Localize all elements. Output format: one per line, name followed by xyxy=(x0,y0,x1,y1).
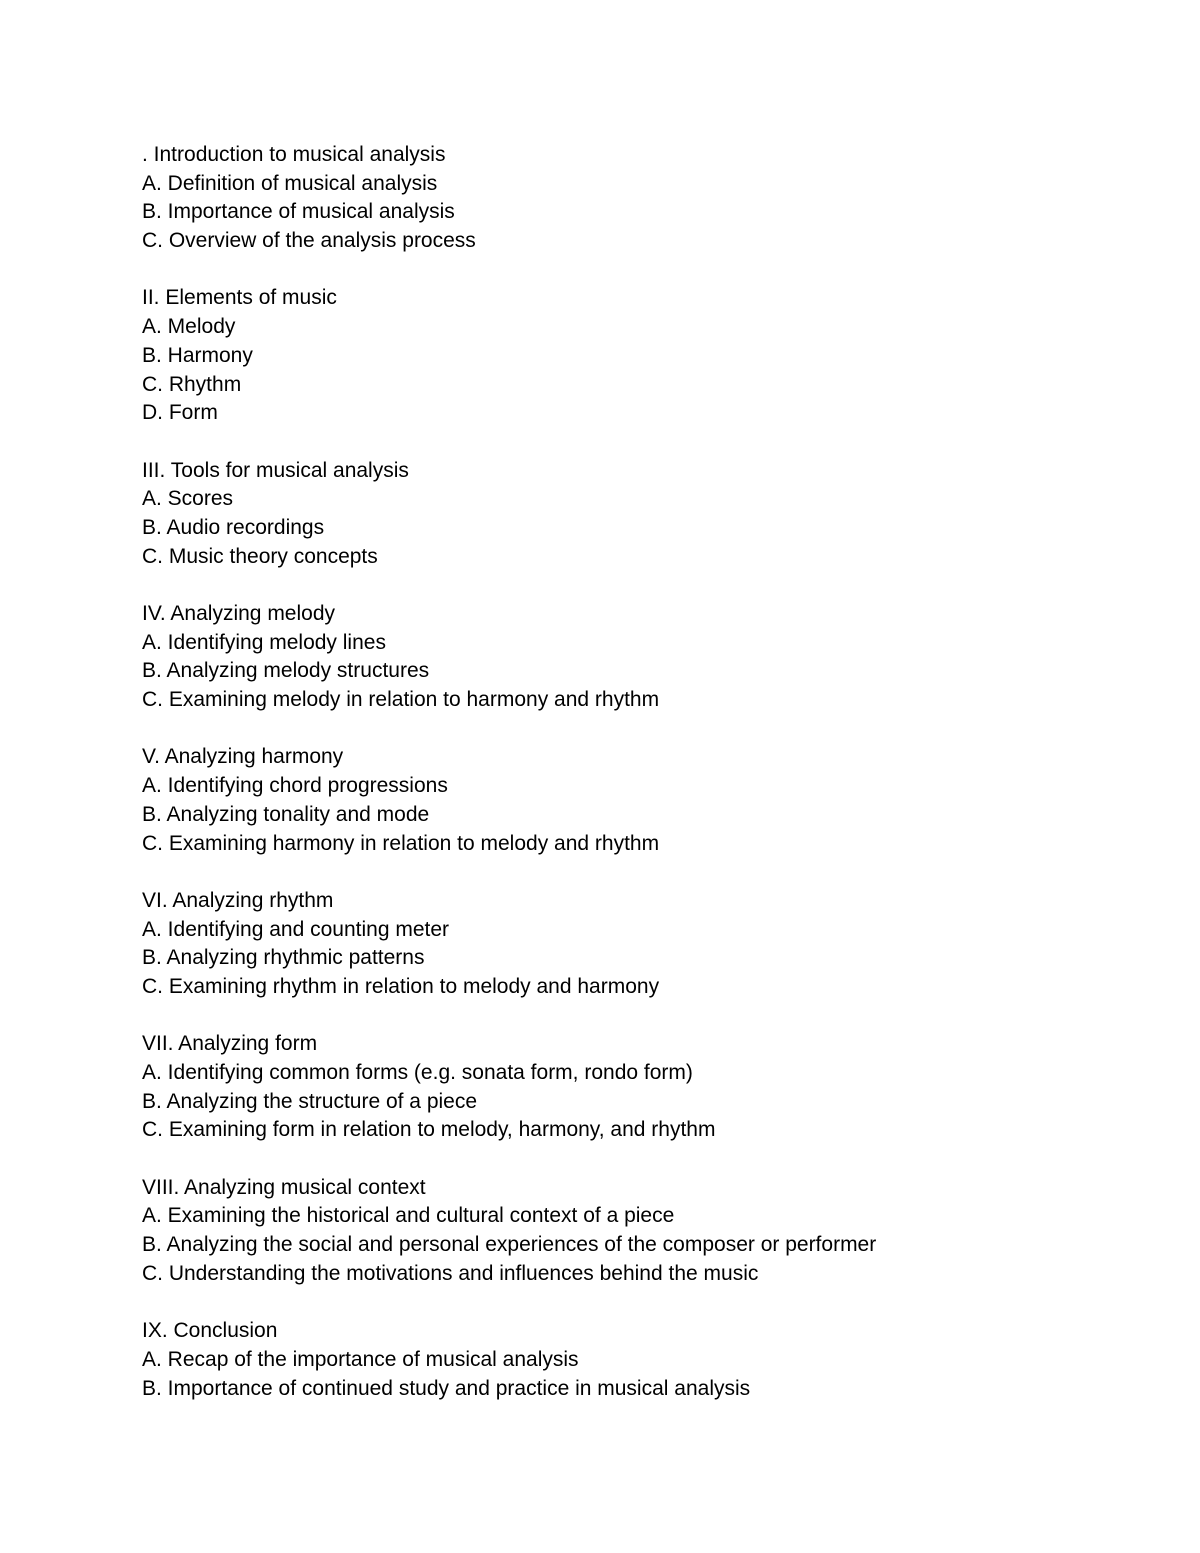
outline-item: A. Melody xyxy=(142,315,236,339)
outline-item: A. Identifying chord progressions xyxy=(142,774,448,798)
outline-section xyxy=(142,1317,1122,1403)
outline-item: A. Identifying and counting meter xyxy=(142,917,450,941)
section-heading: VIII. Analyzing musical context xyxy=(142,1175,426,1199)
outline-item: B. Analyzing rhythmic patterns xyxy=(142,946,425,970)
outline-item: A. Recap of the importance of musical analysis xyxy=(142,1347,579,1371)
outline-item: A. Identifying common forms (e.g. sonata form, rondo form) xyxy=(142,1061,693,1084)
outline-section xyxy=(142,1174,1122,1289)
section-heading: IX. Conclusion xyxy=(142,1319,278,1343)
outline-section xyxy=(142,284,1122,427)
outline-item: B. Analyzing tonality and mode xyxy=(142,802,430,826)
outline-item: B. Importance of musical analysis xyxy=(142,200,455,224)
outline-section xyxy=(142,887,1122,1002)
section-heading: VII. Analyzing form xyxy=(142,1032,318,1056)
outline-item: B. Harmony xyxy=(142,343,253,367)
section-heading: III. Tools for musical analysis xyxy=(142,458,409,482)
section-heading: II. Elements of music xyxy=(142,286,337,310)
outline-section xyxy=(142,600,1122,715)
outline-section xyxy=(142,743,1122,858)
outline-section xyxy=(142,1030,1122,1145)
outline-item: C. Examining harmony in relation to melody and rhythm xyxy=(142,831,660,855)
outline-item: A. Scores xyxy=(142,487,234,511)
outline-item: B. Analyzing the structure of a piece xyxy=(142,1089,478,1113)
outline-item: C. Examining form in relation to melody, harmony, and rhythm xyxy=(142,1118,716,1142)
section-heading: VI. Analyzing rhythm xyxy=(142,888,334,912)
outline-item: A. Examining the historical and cultural context of a piece xyxy=(142,1204,675,1228)
outline-section xyxy=(142,457,1122,572)
outline-item: D. Form xyxy=(142,401,218,425)
outline-item: A. Identifying melody lines xyxy=(142,630,386,654)
section-heading: V. Analyzing harmony xyxy=(142,745,344,769)
outline-item: C. Rhythm xyxy=(142,372,242,396)
outline-item: C. Music theory concepts xyxy=(142,544,378,568)
section-heading: . Introduction to musical analysis xyxy=(142,143,446,166)
outline-item: B. Audio recordings xyxy=(142,515,325,539)
outline-item: C. Examining rhythm in relation to melody and harmony xyxy=(142,974,660,998)
outline-item: B. Analyzing the social and personal experiences of the composer or performer xyxy=(142,1233,877,1257)
outline-item: B. Importance of continued study and practice in musical analysis xyxy=(142,1376,751,1400)
outline-item: A. Definition of musical analysis xyxy=(142,171,438,195)
outline-section xyxy=(142,141,1122,256)
outline-item: C. Understanding the motivations and influences behind the music xyxy=(142,1261,759,1285)
outline-item: B. Analyzing melody structures xyxy=(142,659,430,683)
section-heading: IV. Analyzing melody xyxy=(142,602,336,625)
outline-item: C. Overview of the analysis process xyxy=(142,229,476,253)
outline-item: C. Examining melody in relation to harmony and rhythm xyxy=(142,688,660,712)
outline xyxy=(142,141,1122,1432)
